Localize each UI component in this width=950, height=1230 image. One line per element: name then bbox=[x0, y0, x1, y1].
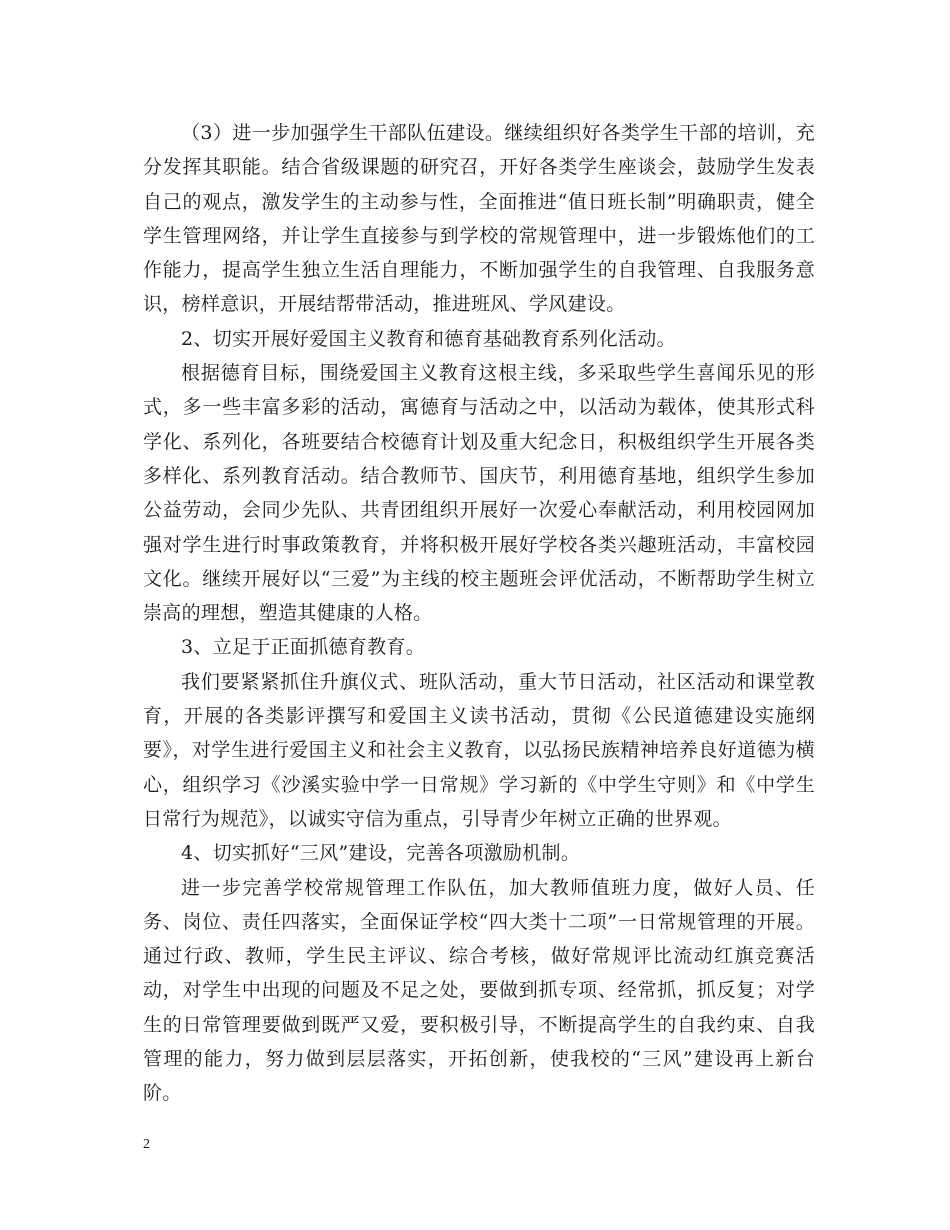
heading-positive-moral-education: 3、立足于正面抓德育教育。 bbox=[181, 636, 425, 659]
heading-patriotic-education: 2、切实开展好爱国主义教育和德育基础教育系列化活动。 bbox=[181, 327, 676, 350]
page-number: 2 bbox=[143, 1137, 150, 1152]
paragraph-positive-moral-education: 我们要紧紧抓住升旗仪式、班队活动，重大节日活动，社区活动和课堂教育，开展的各类影评撰写和爱国主义读书活动，贯彻《公民道德建设实施纲要》，对学生进行爱国主义和社会主义教育，以弘扬民族精神培养良好道德为横心，组织学习《沙溪实验中学一日常规》学习新的《中学生守则》和《中学生日常行为规范》，以诚实守信为重点，引导青少年树立正确的世界观。 bbox=[143, 670, 815, 830]
document-body bbox=[143, 116, 815, 1111]
paragraph-student-cadre: （3）进一步加强学生干部队伍建设。继续组织好各类学生干部的培训，充分发挥其职能。结合省级课题的研究召，开好各类学生座谈会，鼓励学生发表自己的观点，激发学生的主动参与性，全面推进“值日班长制”明确职责，健全学生管理网络，并让学生直接参与到学校的常规管理中，进一步锻炼他们的工作能力，提高学生独立生活自理能力，不断加强学生的自我管理、自我服务意识，榜样意识，开展结帮带活动，推进班风、学风建设。 bbox=[143, 122, 815, 316]
heading-three-styles: 4、切实抓好“三风”建设，完善各项激励机制。 bbox=[181, 842, 581, 865]
paragraph-three-styles: 进一步完善学校常规管理工作队伍，加大教师值班力度，做好人员、任务、岗位、责任四落实，全面保证学校“四大类十二项”一日常规管理的开展。通过行政、教师，学生民主评议、综合考核，做好常规评比流动红旗竞赛活动，对学生中出现的问题及不足之处，要做到抓专项、经常抓，抓反复；对学生的日常管理要做到既严又爱，要积极引导，不断提高学生的自我约束、自我管理的能力，努力做到层层落实，开拓创新，使我校的“三风”建设再上新台阶。 bbox=[143, 876, 815, 1105]
paragraph-patriotic-education: 根据德育目标，围绕爱国主义教育这根主线，多采取些学生喜闻乐见的形式，多一些丰富多彩的活动，寓德育与活动之中，以活动为载体，使其形式科学化、系列化，各班要结合校德育计划及重大纪念日，积极组织学生开展各类多样化、系列教育活动。结合教师节、国庆节，利用德育基地，组织学生参加公益劳动，会同少先队、共青团组织开展好一次爱心奉献活动，利用校园网加强对学生进行时事政策教育，并将积极开展好学校各类兴趣班活动，丰富校园文化。继续开展好以“三爱”为主线的校主题班会评优活动，不断帮助学生树立崇高的理想，塑造其健康的人格。 bbox=[143, 362, 815, 625]
